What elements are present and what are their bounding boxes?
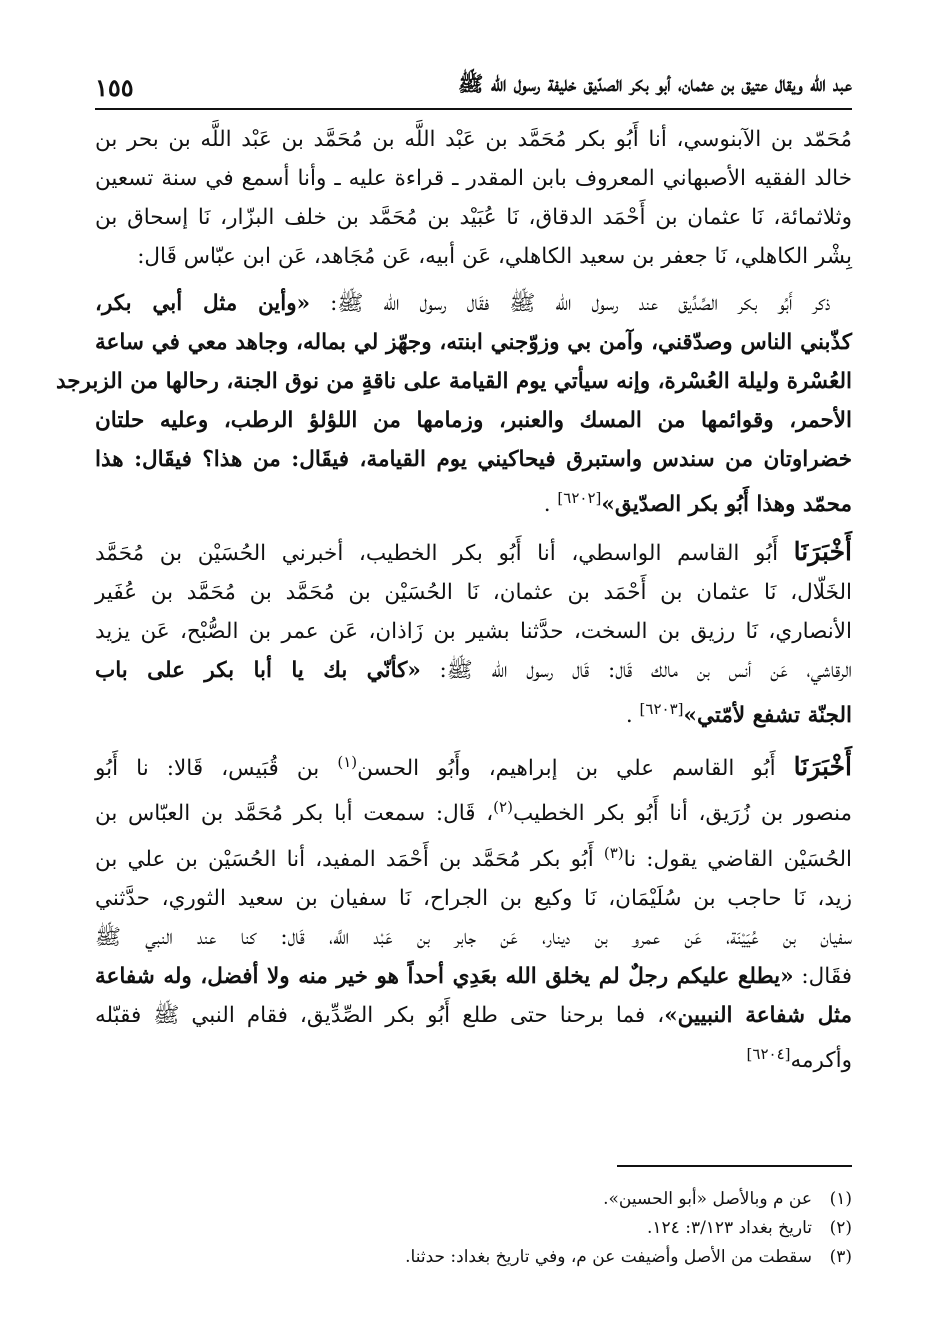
footnote-marker[interactable]: (٣) [603,843,624,862]
text-line: الأنصاري، نَا رزيق بن السخت، حدَّثنا بشير بن زَاذان، عَن عمر بن الصُّبْح، عَن يزيد [95,619,852,645]
akhbarana-word: أَخْبَرَنَا [793,537,852,567]
text-run: أَبُو بكر مُحَمَّد بن أَحْمَد المفيد، أنا الحُسَيْن بن علي بن [95,846,604,872]
text-line [95,788,852,833]
hadith-line: الأحمر، وقوائمها من المسك والعنبر، وزمامها من اللؤلؤ الرطب، وعليه حلتان [95,408,852,433]
text-line: خالد الفقيه الأصبهاني المعروف بابن المقدر ـ قراءة عليه ـ وأنا أسمع في سنة تسعين [95,166,852,191]
text-run: فقَال: [793,963,852,989]
footnote-text: تاريخ بغداد ٣/١٢٣: ١٢٤. [646,1218,812,1238]
text-run: الرقاشي، عَن أنس بن مالك قَال: قَال رسول الله ﷺ: [420,658,853,684]
footnotes [300,1185,852,1272]
akhbarana-word: أَخْبَرَنَا [793,752,852,782]
text-line [95,743,852,788]
hadith-line: كذّبني الناس وصدّقني، وآمن بي وزوّجني ابنته، وجهّز لي بماله، وجاهد معي في ساعة [95,330,852,355]
footnote-text: سقطت من الأصل وأضيفت عن م، وفي تاريخ بغداد: حدثنا. [405,1247,812,1267]
paragraph-isnad-1 [95,120,852,276]
text-line [95,532,852,573]
footnote-2 [300,1214,852,1243]
text-line: بِشْر الكاهلي، نَا جعفر بن سعيد الكاهلي، عَن أبيه، عَن مُجَاهد، عَن ابن عبّاس قَال: [137,244,852,269]
text-line [95,996,852,1035]
text-line: الخَلّال، نَا عثمان بن أَحْمَد بن عثمان، نَا الحُسَيْن بن مُحَمَّد بن مُحَمَّد بن عُفَير [95,580,852,606]
text-run: ذكر أَبُو بكر الصِّدِّيق عند رسول الله ﷺ فقَال رسول الله ﷺ: [310,291,831,316]
paragraph-hadith-6204 [95,743,852,1080]
footnote-number: (٣) [829,1247,852,1267]
text-line: الجنّة تشفع لأمّتي»[٦٢٠٣] . [625,700,852,729]
text-line [95,834,852,879]
footnote-marker[interactable]: (٢) [493,798,513,817]
main-text [55,120,853,1080]
footnote-marker[interactable]: (١) [337,753,358,772]
footnote-text: عن م وبالأصل «أبو الحسين». [603,1189,812,1209]
text-run: بن قُبَيس، قَالا: نا أَبُو [95,756,338,782]
text-run: ، قَال: سمعت أبا بكر مُحَمَّد بن العبّاس بن [95,801,494,827]
text-line [95,957,852,996]
text-run: منصور بن زُرَيق، أنا أَبُو بكر الخطيب [512,801,853,827]
hadith-reference: [٦٢٠٣] [639,700,684,719]
text-line: محمّد وهذا أَبُو بكر الصدّيق»[٦٢٠٢] . [543,489,852,518]
text-run: الحُسَيْن القاضي يقول: نا [623,846,852,872]
text-run: ، فما برحنا حتى طلع أَبُو بكر الصِّدِّيق، فقام النبي ﷺ فقبّله [95,1002,665,1028]
hadith-text: مثل شفاعة النبيين» [664,1002,852,1028]
running-head: عبد الله ويقال عتيق بن عثمان، أبو بكر الصدّيق خليفة رسول الله ﷺ [458,71,852,96]
footnote-number: (١) [829,1189,852,1209]
footnote-3 [300,1243,852,1272]
hadith-text: محمّد وهذا أَبُو بكر الصدّيق» [601,492,852,518]
text-line [95,284,852,323]
footnote-number: (٢) [829,1218,852,1238]
hadith-text: الجنّة تشفع لأمّتي» [683,703,852,729]
hadith-text: «وأين مثل أبي بكر، [95,291,311,316]
footnote-separator [617,1165,852,1167]
text-line: سفيان بن عُيَيْنَة، عَن عمرو بن دينار، عَن جابر بن عَبْد اللَّه، قَال: كنا عند النبي ﷺ [95,924,852,950]
hadith-reference: [٦٢٠٢] [557,489,602,507]
hadith-reference: [٦٢٠٤] [746,1044,791,1063]
hadith-line: خضراوتان من سندس واستبرق فيحاكيني يوم القيامة، فيقَال: من هذا؟ فيقَال: هذا [95,447,852,472]
text-run: أَبُو القاسم الواسطي، أنا أَبُو بكر الخطيب، أخبرني الحُسَيْن بن مُحَمَّد [95,541,794,567]
text-line [95,651,852,690]
page-header [95,58,852,110]
hadith-text: «يطلع عليكم رجلٌ لم يخلق الله بعَدِي أحداً هو خير منه ولا أفضل، وله شفاعة [95,963,794,989]
text-line: مُحَمّد بن الآبنوسي، أنا أَبُو بكر مُحَمَّد بن عَبْد اللَّه بن مُحَمَّد بن عَبْد اللَّه بن بحر بن [95,127,852,152]
page-number: ١٥٥ [95,73,134,102]
paragraph-hadith-6203 [95,532,852,735]
paragraph-hadith-6202 [55,284,852,524]
footnote-1 [300,1185,852,1214]
text-line [95,1035,852,1080]
text-line: زيد، نَا حاجب بن سُلَيْمَان، نَا وكيع بن الجراح، نَا سفيان بن سعيد الثوري، حدَّثني [95,885,852,911]
hadith-line: العُسْرة وليلة العُسْرة، وإنه سيأتي يوم القيامة على ناقةٍ من نوق الجنة، رحالها من الزبرجد [55,369,852,394]
text-run: أَبُو القاسم علي بن إبراهيم، وأَبُو الحسن [357,756,794,782]
hadith-text: «كأنّي بك يا أبا بكر على باب [95,658,421,684]
text-line: وثلاثمائة، نَا عثمان بن أَحْمَد الدقاق، نَا عُبَيْد بن مُحَمَّد بن خلف البزّار، نَا إسحاق بن [95,205,852,230]
text-run: وأكرمه [790,1047,852,1073]
